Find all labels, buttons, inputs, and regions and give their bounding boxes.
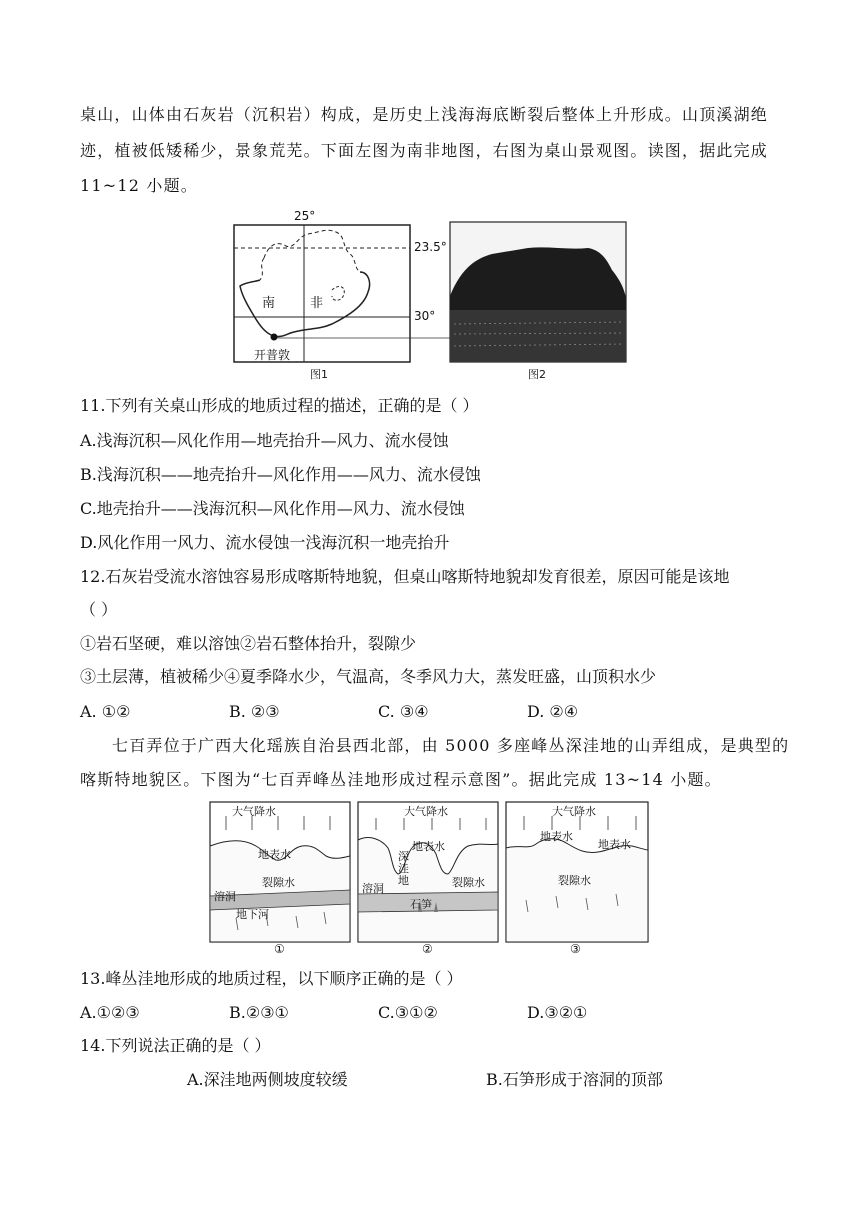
p3-precip: 大气降水 [552, 805, 596, 818]
p2-precip: 大气降水 [404, 805, 448, 818]
panel-label-2: ② [422, 942, 433, 956]
q13-option-a: A.①②③ [80, 1003, 140, 1022]
passage1-line2: 迹，植被低矮稀少，景象荒芜。下面左图为南非地图，右图为桌山景观图。读图，据此完成 [80, 141, 769, 160]
p2-depression-2: 洼 [398, 862, 409, 875]
q11-stem: 11.下列有关桌山形成的地质过程的描述，正确的是（ ） [80, 396, 479, 415]
q11-option-d: D.风化作用一风力、流水侵蚀一浅海沉积一地壳抬升 [80, 533, 450, 552]
p2-surface-water: 地表水 [412, 840, 445, 853]
lon-label: 25° [294, 209, 316, 223]
p3-fissure-water: 裂隙水 [558, 874, 591, 887]
q14-stem: 14.下列说法正确的是（ ） [80, 1036, 271, 1055]
q13-option-b: B.②③① [229, 1003, 289, 1022]
cape-town-dot [271, 334, 278, 341]
q13-stem: 13.峰丛洼地形成的地质过程，以下顺序正确的是（ ） [80, 969, 463, 988]
region-char2: 非 [310, 296, 324, 311]
p1-underground-river: 地下河 [236, 908, 269, 921]
photo-foreground [450, 310, 626, 362]
q12-paren: （ ） [80, 600, 118, 619]
q12-items-line2: ③土层薄，植被稀少④夏季降水少，气温高，冬季风力大，蒸发旺盛，山顶积水少 [80, 667, 657, 686]
passage2-line1: 七百弄位于广西大化瑶族自治县西北部，由 5000 多座峰丛深洼地的山弄组成，是典型的 [112, 736, 790, 755]
panel-label-3: ③ [570, 942, 581, 956]
p2-depression-3: 地 [398, 874, 409, 887]
p1-precip: 大气降水 [232, 805, 276, 818]
q12-option-d: D. ②④ [527, 702, 579, 721]
p2-stalagmite: 石笋 [410, 898, 432, 911]
q12-option-c: C. ③④ [378, 702, 429, 721]
q13-option-c: C.③①② [378, 1003, 438, 1022]
p1-surface-water: 地表水 [258, 848, 291, 861]
lat1-label: 23.5° [414, 240, 447, 254]
q13-option-d: D.③②① [527, 1003, 588, 1022]
lat2-label: 30° [414, 309, 436, 323]
figure-south-africa [228, 206, 632, 382]
q11-option-c: C.地壳抬升——浅海沉积—风化作用—风力、流水侵蚀 [80, 499, 465, 518]
q12-option-b: B. ②③ [229, 702, 280, 721]
q12-items-line1: ①岩石坚硬，难以溶蚀②岩石整体抬升，裂隙少 [80, 634, 417, 653]
passage1-line1: 桌山，山体由石灰岩（沉积岩）构成，是历史上浅海海底断裂后整体上升形成。山顶溪湖绝 [80, 105, 769, 124]
p3-surface-water-2: 地表水 [598, 838, 631, 851]
figure-karst-process [206, 800, 652, 960]
region-char1: 南 [262, 296, 276, 311]
p1-fissure-water: 裂隙水 [262, 876, 295, 889]
q12-stem: 12.石灰岩受流水溶蚀容易形成喀斯特地貌，但桌山喀斯特地貌却发育很差，原因可能是该地 [80, 567, 730, 586]
passage2-line2: 喀斯特地貌区。下图为“七百弄峰丛洼地形成过程示意图”。据此完成 13~14 小题。 [80, 770, 722, 789]
caption2: 图2 [528, 368, 546, 381]
q14-option-a: A.深洼地两侧坡度较缓 [187, 1070, 348, 1089]
p3-surface-water-1: 地表水 [540, 830, 573, 843]
panel-label-1: ① [274, 942, 285, 956]
p2-fissure-water: 裂隙水 [452, 876, 485, 889]
panel-1 [210, 802, 350, 942]
passage1-line3: 11~12 小题。 [80, 176, 199, 195]
caption1: 图1 [310, 368, 328, 381]
panel-2 [358, 802, 498, 942]
q12-option-a: A. ①② [80, 702, 131, 721]
p2-cave: 溶洞 [362, 882, 384, 895]
q11-option-a: A.浅海沉积—风化作用—地壳抬升—风力、流水侵蚀 [80, 431, 449, 450]
q14-option-b: B.石笋形成于溶洞的顶部 [486, 1070, 663, 1089]
q11-option-b: B.浅海沉积——地壳抬升—风化作用——风力、流水侵蚀 [80, 465, 481, 484]
p2-depression-1: 深 [398, 850, 409, 863]
city-label: 开普敦 [254, 348, 291, 362]
p1-cave: 溶洞 [214, 890, 236, 903]
